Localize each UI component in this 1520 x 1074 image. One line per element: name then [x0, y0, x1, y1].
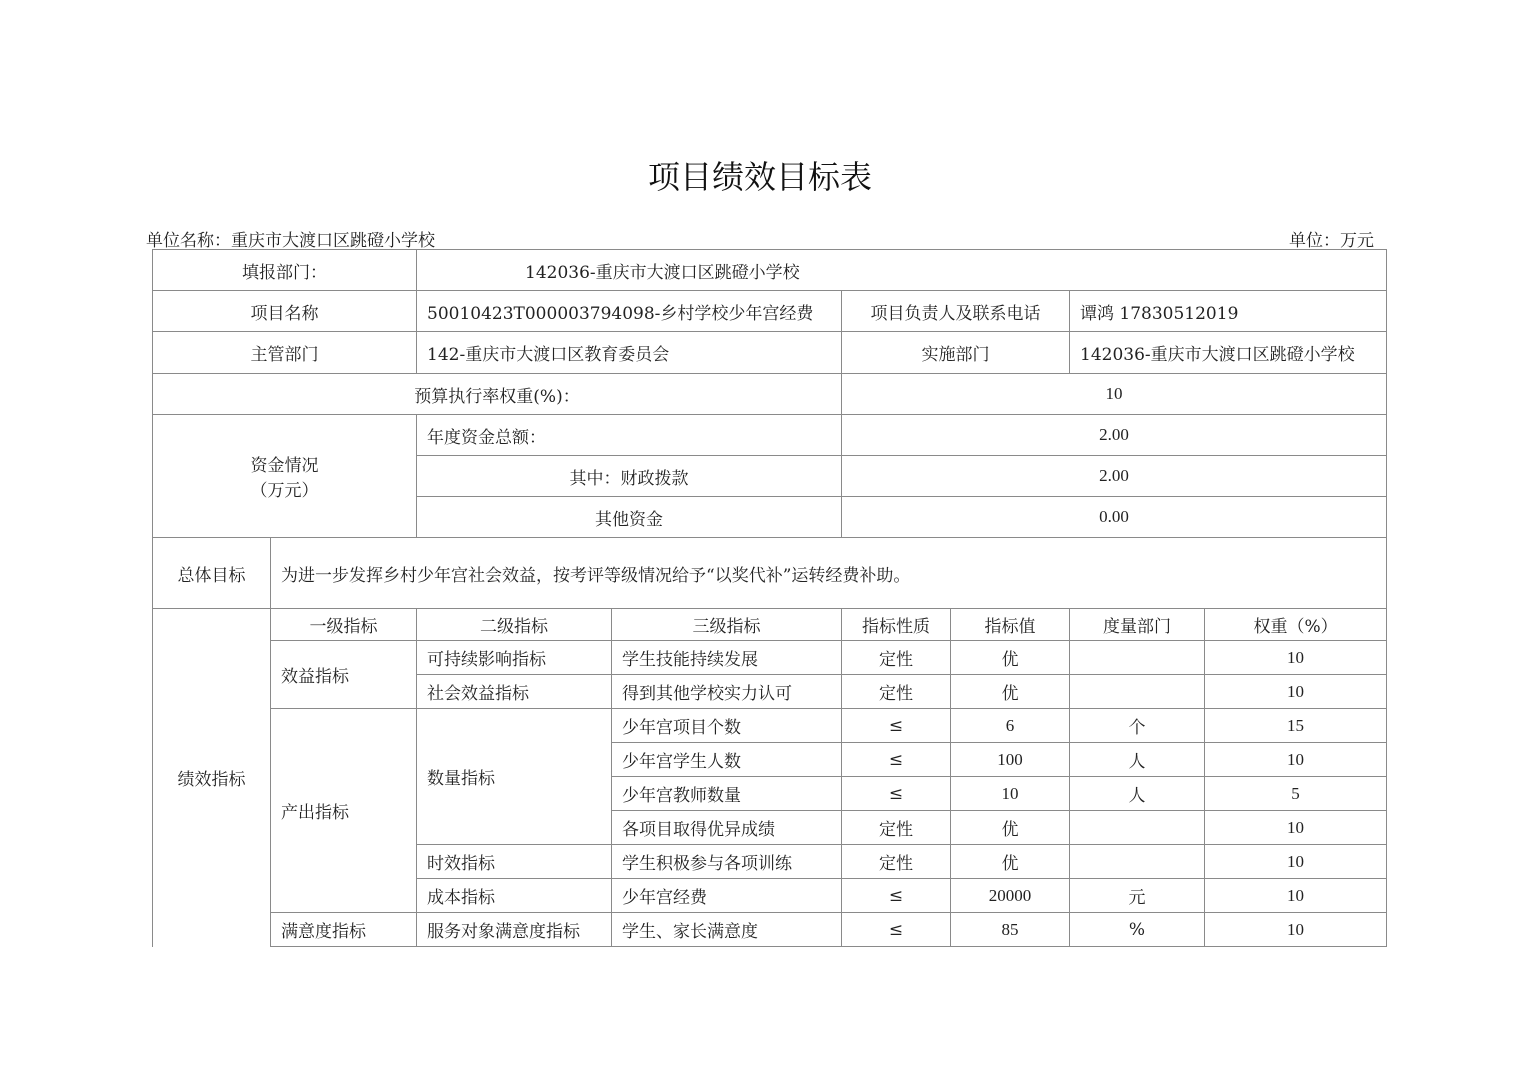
header-value: 指标值 — [951, 609, 1070, 641]
nature-cell: ≤ — [842, 913, 951, 947]
weight-cell: 10 — [1205, 675, 1387, 709]
unit-cell: 人 — [1070, 777, 1205, 811]
unit-cell: 元 — [1070, 879, 1205, 913]
funds-other-value: 0.00 — [842, 497, 1387, 538]
weight-cell: 10 — [1205, 845, 1387, 879]
funds-fiscal-label: 其中：财政拨款 — [417, 456, 842, 497]
funds-total-label: 年度资金总额： — [417, 415, 842, 456]
fill-dept-label: 填报部门： — [153, 250, 417, 291]
supervisor-value: 142-重庆市大渡口区教育委员会 — [417, 332, 842, 374]
value-cell: 10 — [951, 777, 1070, 811]
header-weight: 权重（%） — [1205, 609, 1387, 641]
header-level2: 二级指标 — [417, 609, 612, 641]
indicator-row — [153, 709, 1387, 743]
indicator-header-row — [153, 609, 1387, 641]
unit-cell — [1070, 811, 1205, 845]
unit-cell: 个 — [1070, 709, 1205, 743]
value-cell: 100 — [951, 743, 1070, 777]
supervisor-label: 主管部门 — [153, 332, 417, 374]
nature-cell: 定性 — [842, 845, 951, 879]
header-level3: 三级指标 — [612, 609, 842, 641]
value-cell: 85 — [951, 913, 1070, 947]
nature-cell: 定性 — [842, 675, 951, 709]
unit-cell — [1070, 845, 1205, 879]
funds-total-value: 2.00 — [842, 415, 1387, 456]
perf-label: 绩效指标 — [153, 609, 271, 947]
nature-cell: ≤ — [842, 709, 951, 743]
nature-cell: 定性 — [842, 641, 951, 675]
unit-cell: 人 — [1070, 743, 1205, 777]
header-nature: 指标性质 — [842, 609, 951, 641]
nature-cell: ≤ — [842, 879, 951, 913]
budget-rate-row — [153, 374, 1387, 415]
level1-output: 产出指标 — [271, 709, 417, 913]
impl-dept-label: 实施部门 — [842, 332, 1070, 374]
weight-cell: 10 — [1205, 811, 1387, 845]
nature-cell: ≤ — [842, 743, 951, 777]
value-cell: 6 — [951, 709, 1070, 743]
nature-cell: ≤ — [842, 777, 951, 811]
fill-dept-row — [153, 250, 1387, 291]
value-cell: 优 — [951, 845, 1070, 879]
weight-cell: 15 — [1205, 709, 1387, 743]
level3-cell: 少年宫教师数量 — [612, 777, 842, 811]
level3-cell: 少年宫项目个数 — [612, 709, 842, 743]
supervisor-row — [153, 332, 1387, 374]
nature-cell: 定性 — [842, 811, 951, 845]
level2-sustain: 可持续影响指标 — [417, 641, 612, 675]
funds-total-row — [153, 415, 1387, 456]
indicator-row — [153, 641, 1387, 675]
level3-cell: 少年宫经费 — [612, 879, 842, 913]
weight-cell: 10 — [1205, 879, 1387, 913]
funds-label-line2: （万元） — [250, 481, 319, 501]
impl-dept-value: 142036-重庆市大渡口区跳磴小学校 — [1070, 332, 1387, 374]
funds-other-label: 其他资金 — [417, 497, 842, 538]
project-name-value: 50010423T000003794098-乡村学校少年宫经费 — [417, 291, 842, 332]
value-cell: 优 — [951, 641, 1070, 675]
weight-cell: 10 — [1205, 743, 1387, 777]
budget-rate-value: 10 — [842, 374, 1387, 415]
fill-dept-value: 142036-重庆市大渡口区跳磴小学校 — [417, 250, 1387, 291]
level2-service: 服务对象满意度指标 — [417, 913, 612, 947]
value-cell: 20000 — [951, 879, 1070, 913]
funds-label — [153, 415, 417, 538]
performance-target-table — [152, 249, 1387, 947]
level3-cell: 少年宫学生人数 — [612, 743, 842, 777]
header-level1: 一级指标 — [271, 609, 417, 641]
weight-cell: 5 — [1205, 777, 1387, 811]
project-name-row — [153, 291, 1387, 332]
overall-goal-row — [153, 538, 1387, 609]
indicator-row — [153, 913, 1387, 947]
unit-name: 单位名称：重庆市大渡口区跳磴小学校 — [146, 231, 435, 251]
budget-rate-label: 预算执行率权重(%)： — [153, 374, 842, 415]
level2-timeliness: 时效指标 — [417, 845, 612, 879]
level1-satisfaction: 满意度指标 — [271, 913, 417, 947]
unit-cell — [1070, 675, 1205, 709]
level3-cell: 学生、家长满意度 — [612, 913, 842, 947]
level3-cell: 各项目取得优异成绩 — [612, 811, 842, 845]
level2-social: 社会效益指标 — [417, 675, 612, 709]
funds-label-line1: 资金情况 — [250, 456, 319, 476]
unit-label: 单位：万元 — [1289, 231, 1374, 251]
overall-goal-value: 为进一步发挥乡村少年宫社会效益，按考评等级情况给予“以奖代补”运转经费补助。 — [271, 538, 1387, 609]
unit-cell: % — [1070, 913, 1205, 947]
level2-cost: 成本指标 — [417, 879, 612, 913]
level3-cell: 得到其他学校实力认可 — [612, 675, 842, 709]
level1-benefit: 效益指标 — [271, 641, 417, 709]
level2-quantity: 数量指标 — [417, 709, 612, 845]
value-cell: 优 — [951, 811, 1070, 845]
value-cell: 优 — [951, 675, 1070, 709]
overall-goal-label: 总体目标 — [153, 538, 271, 609]
weight-cell: 10 — [1205, 913, 1387, 947]
project-lead-label: 项目负责人及联系电话 — [842, 291, 1070, 332]
project-lead-value: 谭鸿 17830512019 — [1070, 291, 1387, 332]
unit-cell — [1070, 641, 1205, 675]
level3-cell: 学生积极参与各项训练 — [612, 845, 842, 879]
project-name-label: 项目名称 — [153, 291, 417, 332]
page-title: 项目绩效目标表 — [647, 158, 872, 196]
funds-fiscal-value: 2.00 — [842, 456, 1387, 497]
weight-cell: 10 — [1205, 641, 1387, 675]
level3-cell: 学生技能持续发展 — [612, 641, 842, 675]
header-unit: 度量部门 — [1070, 609, 1205, 641]
